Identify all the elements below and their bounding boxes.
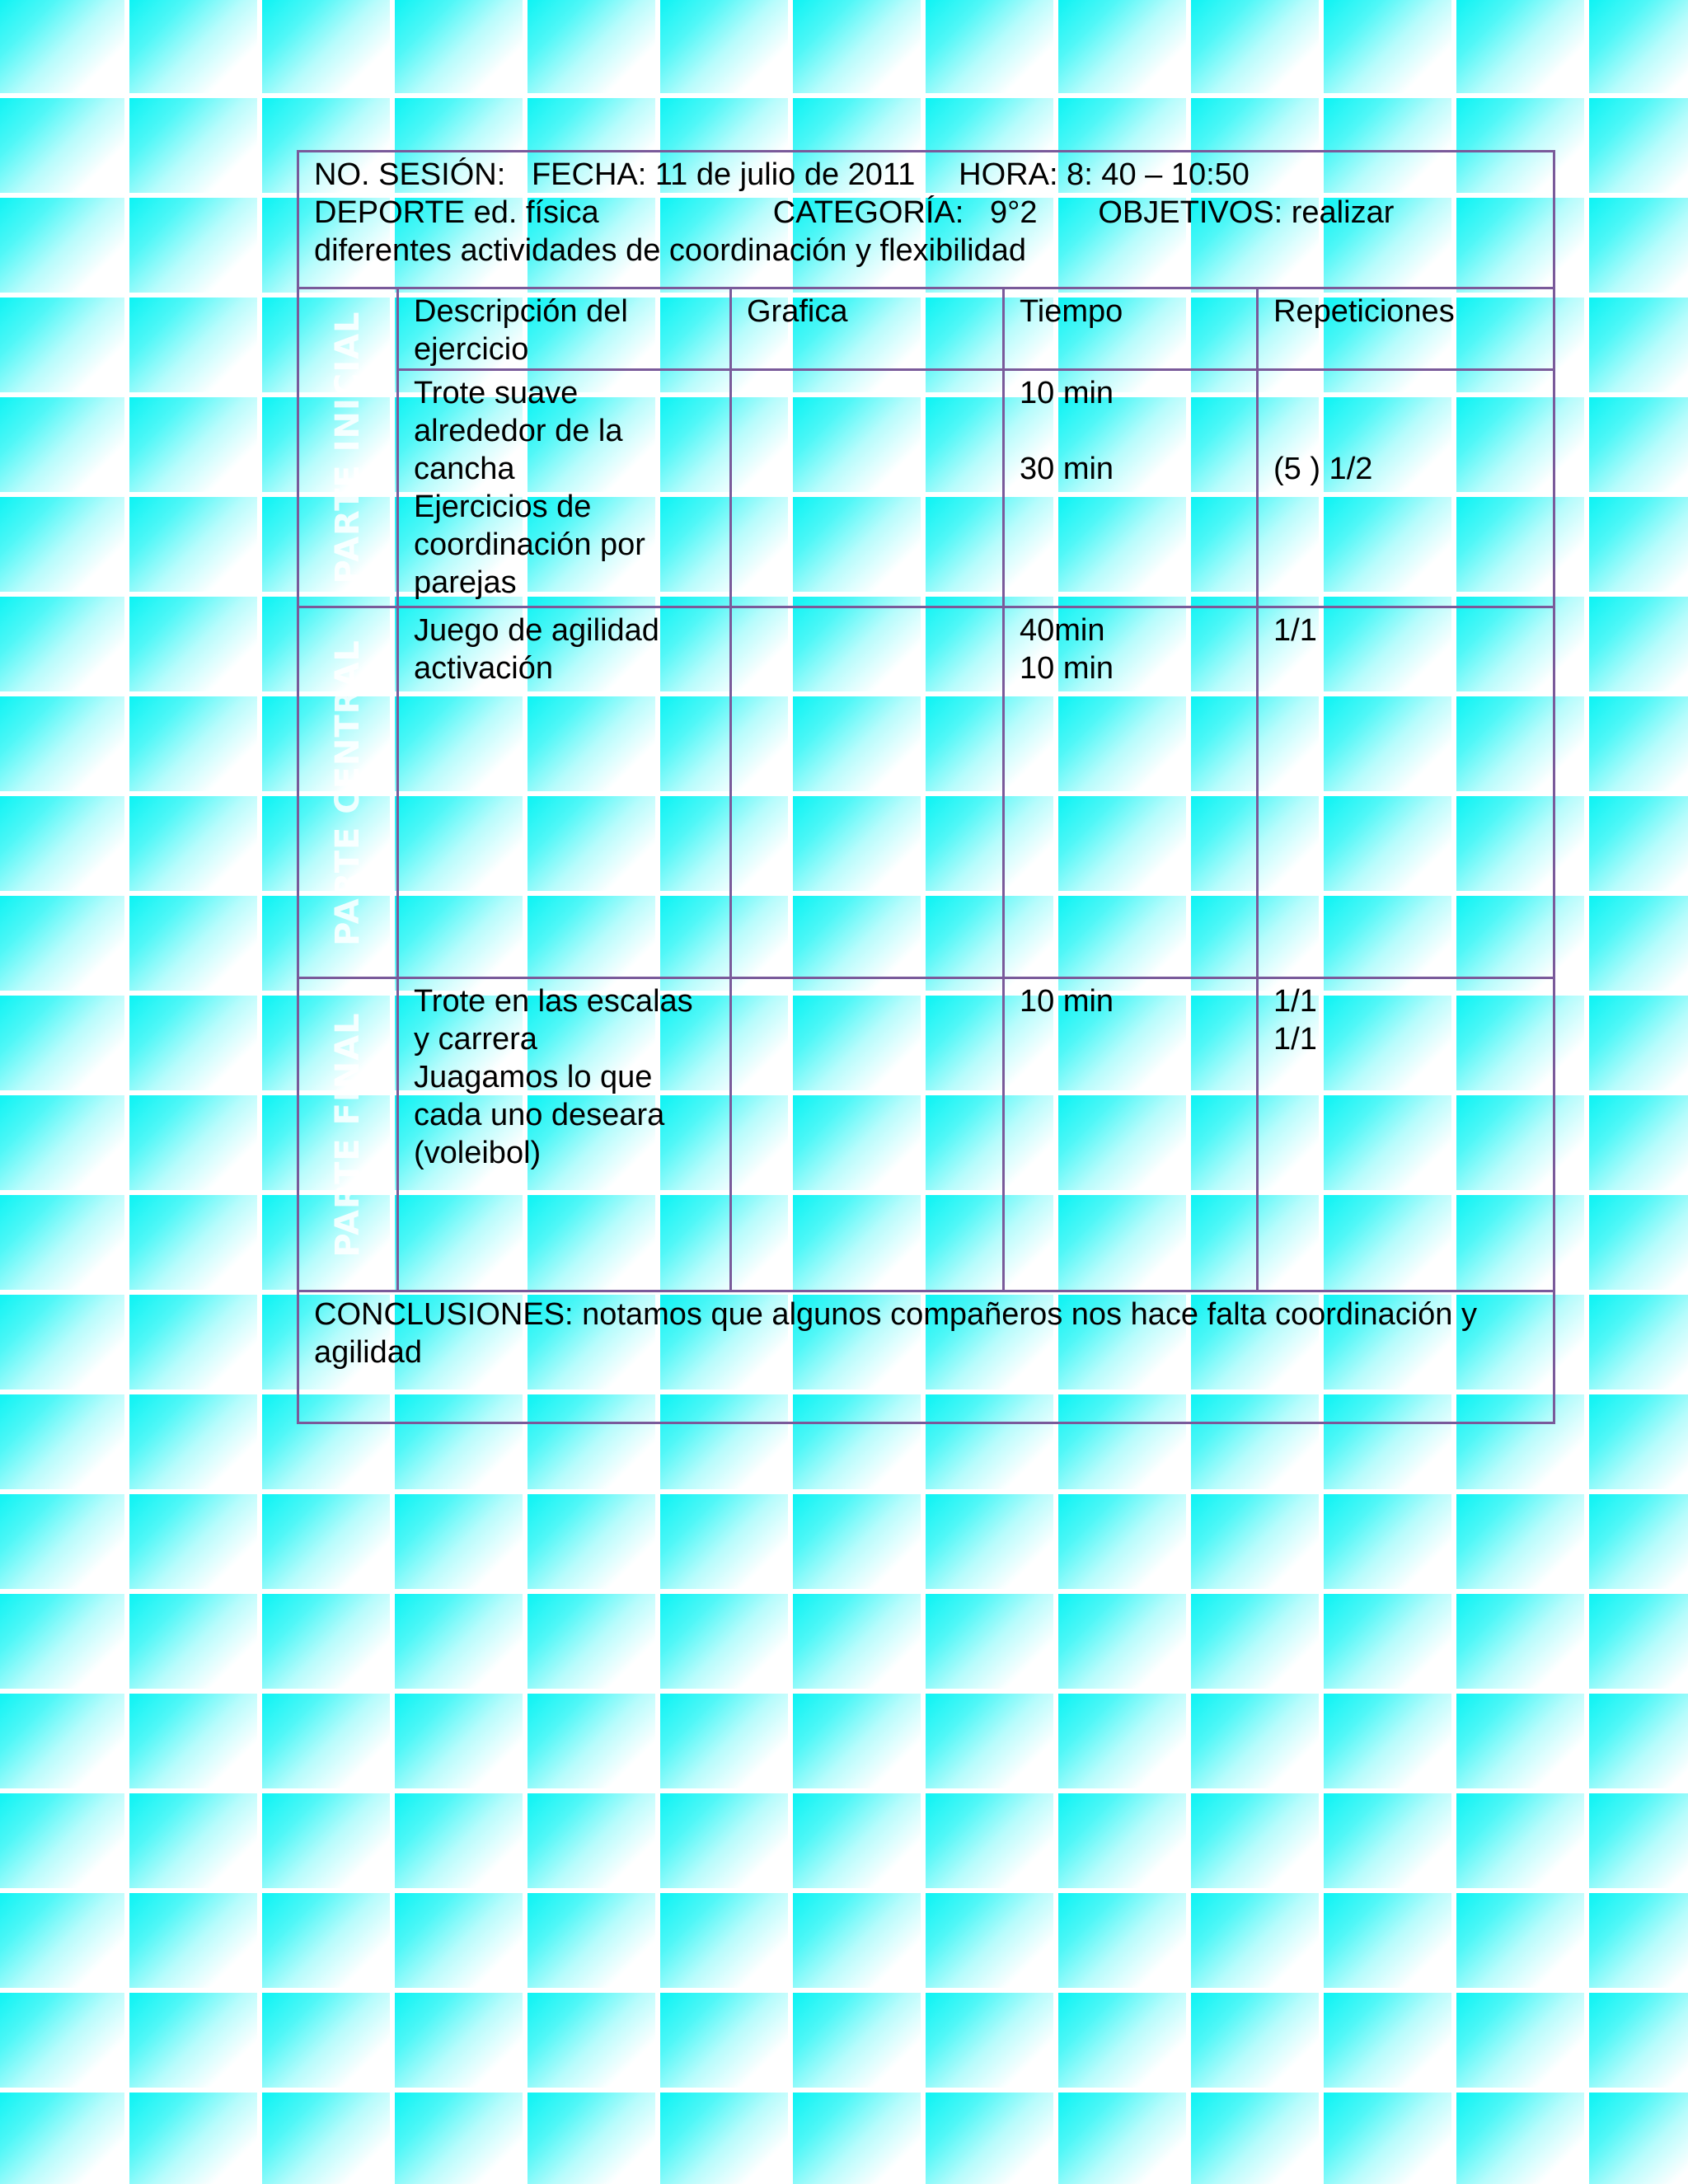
repetitions-cell-final: 1/1 1/1 [1258,978,1554,1291]
section-label-cell-initial [298,288,398,607]
column-header-description-text: Descripción del ejercicio [414,294,628,367]
conclusions-row [298,1291,1554,1423]
section-label-cell-central [298,607,398,978]
description-cell-central: Juego de agilidad activación [398,607,731,978]
session-header-cell [298,152,1554,288]
time-cell-final: 10 min [1004,978,1258,1291]
column-header-repetitions [1258,288,1554,370]
objectives-continuation-line: diferentes actividades de coordinación y flexibilidad [314,233,1026,268]
description-cell-final: Trote en las escalas y carrera Juagamos lo que cada uno deseara (voleibol) [398,978,731,1291]
section-row-final [298,978,1554,1291]
header-row [298,152,1554,288]
column-header-time-text: Tiempo [1020,294,1123,329]
session-plan-sheet [297,150,1553,1419]
section-row-central [298,607,1554,978]
time-cell-central: 40min 10 min [1004,607,1258,978]
column-header-repetitions-text: Repeticiones [1273,294,1455,329]
section-label-final: PARTE FINAL [329,1011,367,1258]
column-header-row [298,288,1554,370]
sport-category-objectives-line: DEPORTE ed. física CATEGORÍA: 9°2 OBJETIVOS: realizar [314,195,1395,230]
description-cell-initial: Trote suave alrededor de la cancha Ejercicios de coordinación por parejas [398,370,731,607]
time-cell-initial: 10 min 30 min [1004,370,1258,607]
column-header-graphic-text: Grafica [747,294,848,329]
column-header-description [398,288,731,370]
conclusions-cell [298,1291,1554,1423]
section-label-initial: PARTE INICIAL [329,311,367,584]
graphic-cell-initial [731,370,1004,607]
conclusions-text: CONCLUSIONES: notamos que algunos compañeros nos hace falta coordinación y agilidad [314,1297,1477,1370]
section-label-cell-final [298,978,398,1291]
graphic-cell-central [731,607,1004,978]
section-row-initial [298,370,1554,607]
session-plan-table [297,150,1555,1424]
column-header-graphic [731,288,1004,370]
repetitions-cell-central: 1/1 [1258,607,1554,978]
repetitions-cell-initial: (5 ) 1/2 [1258,370,1554,607]
graphic-cell-final [731,978,1004,1291]
session-info-line: NO. SESIÓN: FECHA: 11 de julio de 2011 HORA: 8: 40 – 10:50 [314,157,1250,192]
column-header-time [1004,288,1258,370]
section-label-central: PARTE CENTRAL [329,639,367,946]
